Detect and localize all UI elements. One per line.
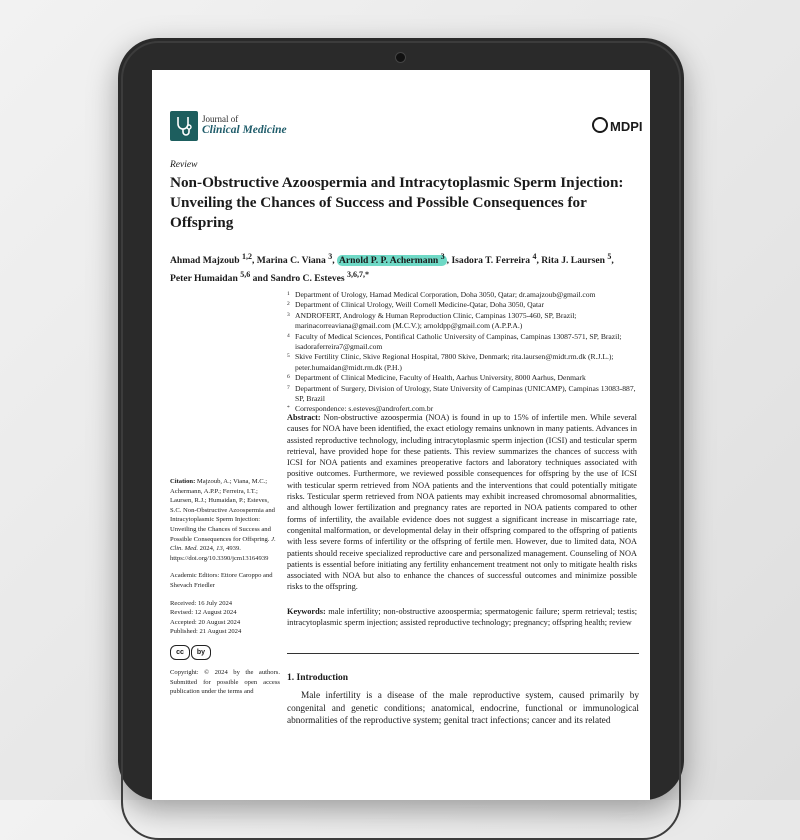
keywords-label: Keywords: [287,607,326,616]
keywords-text: male infertility; non-obstructive azoospermia; spermatogenic failure; sperm retrieval; testis; intracytoplasmic sperm injection; assisted reproductive technology; pregnancy; offspring health; review [287,607,637,628]
author-list: Ahmad Majzoub $^{1,2}$, Marina C. Viana $^3$, Arnold P. P. Achermann $^3$ , Isadora T. Ferreira $^4$, Rita J. Laursen $^5$, Peter Humaidan $^{5,6}$ and Sandro C. Esteves $^{3,6,7,*}$ [170,252,614,285]
affiliation-number: 3 [287,311,290,318]
affiliation-item [287,300,637,310]
author-name[interactable]: , Rita J. Laursen [536,255,608,267]
received-date: Received: 16 July 2024 [170,599,233,607]
abstract-label: Abstract: [287,413,321,422]
citation-volume: 13 [216,545,223,553]
affiliation-text: Department of Surgery, Division of Urology, State University of Campinas (UNICAMP), Campinas 13083-887, SP, Brazil [295,383,636,404]
introduction-heading: 1. Introduction [287,673,349,683]
sidebar [170,477,280,705]
abstract-text: Non-obstructive azoospermia (NOA) is found in up to 15% of infertile men. While several causes for NOA have been identified, the exact etiology remains unknown in many patients. Advances in assisted reproductive technology, including intracytoplasmic sperm injection (ICSI) and testicular sperm retrieval, have provided hope for these patients. This review summarizes the chances of success with ICSI for NOA patients and examines preoperative factors and laboratory techniques associated with positive outcomes. Furthermore, we reviewed possible consequences for offspring by the use of ICSI with testicular sperm retrieved from NOA patients and the interventions that could potentially mitigate risks. Testicular sperm retrieved from NOA patients may exhibit increased chromosomal abnormalities, and although lower fertilization and pregnancy rates are reported in NOA patients compared to other forms of infertility, the available evidence does not suggest a significant increase in miscarriage rate, congenital malformation, or developmental delay in their offspring compared to the offspring of patients with less severe forms of infertility or the offspring of fertile men. However, due to limited data, NOA patients should receive specialized reproductive care and personalized management. Counseling of NOA patients is essential before initiating any fertility enhancement treatment not only to mitigate health risks associated with NOA but also to enhance the chances of successful outcomes and minimize possible risks to the offspring. [287,413,637,592]
publisher-name: MDPI [610,119,643,134]
accepted-date: Accepted: 20 August 2024 [170,618,241,626]
document-page[interactable] [152,70,650,800]
license-badge[interactable] [170,645,280,660]
author-name[interactable]: Ahmad Majzoub [170,255,242,267]
affiliation-number: 4 [287,332,290,339]
publisher-logo[interactable] [592,117,643,134]
camera-icon [395,52,406,63]
affiliation-number: 1 [287,291,290,297]
affiliation-number: 2 [287,301,290,308]
affiliation-text: Faculty of Medical Sciences, Pontifical Catholic University of Campinas, Campinas 13087-571, SP, Brazil; isadoraferreira7@gmail.com [295,331,622,352]
journal-logo[interactable] [170,111,288,141]
revised-date: Revised: 12 August 2024 [170,609,237,617]
cc-icon: cc [170,645,190,660]
section-divider [287,653,639,654]
mdpi-icon [592,117,608,133]
affiliation-text: Department of Urology, Hamad Medical Corporation, Doha 3050, Qatar; dr.amajzoub@gmail.com [295,290,596,299]
highlighted-author [337,252,447,267]
author-name[interactable]: Peter Humaidan [170,273,241,285]
abstract [287,412,637,593]
citation-journal: J. Clin. Med. [170,535,276,553]
article-title: Non-Obstructive Azoospermia and Intracytoplasmic Sperm Injection: Unveiling the Chances of Success and Possible Consequences for Offspring [170,174,624,231]
author-name[interactable]: , Isadora T. Ferreira [446,255,533,267]
citation-label: Citation: [170,478,196,485]
author-name[interactable]: and Sandro C. Esteves [250,273,348,285]
affiliation-item [287,332,637,353]
affiliation-number: 7 [287,384,290,391]
affiliation-text: ANDROFERT, Andrology & Human Reproduction Clinic, Campinas 13075-460, SP, Brazil; marinacorreaviana@gmail.com (M.C.V.); arnoldpp@gmail.com (A.P.P.A.) [295,310,577,331]
author-affil-sup: 3 [440,252,445,261]
affiliation-item [287,352,637,373]
affiliation-item [287,384,637,405]
keywords [287,606,637,629]
stethoscope-icon [170,111,198,141]
affiliation-number: * [287,405,290,412]
affiliation-item [287,373,637,383]
author-name[interactable]: , Marina C. Viana [251,255,329,267]
published-date: Published: 21 August 2024 [170,628,242,636]
article-type: Review [170,160,198,170]
affiliations-list [287,290,637,415]
affiliation-item [287,311,637,332]
copyright-text: Copyright: © 2024 by the authors. Submitted for possible open access publication under the terms and [170,668,280,696]
affiliation-number: 5 [287,353,290,360]
author-affil-sup: 3,6,7,* [347,270,370,280]
academic-editors: Academic Editors: Ettore Caroppo and Shevach Friedler [170,572,273,589]
affiliation-text: Department of Clinical Urology, Weill Cornell Medicine-Qatar, Doha 3050, Qatar [295,300,544,310]
citation-doi[interactable]: , 4939. https://doi.org/10.3390/jcm13164939 [170,545,269,562]
author-affil-sup: 3 [328,252,333,261]
citation-year: 2024, [198,545,217,553]
author-affil-sup: 5 [607,252,612,261]
author-name[interactable]: Arnold P. P. Achermann [339,255,441,267]
affiliation-text: Department of Clinical Medicine, Faculty of Health, Aarhus University, 8000 Aarhus, Denmark [295,373,586,383]
author-affil-sup: 5,6 [240,270,251,280]
journal-name-line2: Clinical Medicine [202,124,287,136]
dates [170,599,280,637]
introduction-text: Male infertility is a disease of the male reproductive system, caused primarily by congenital and genetic conditions; anatomical, endocrine, functional or immunological abnormalities of the reproductive system; genital tract infections; cancer and its related [287,691,639,726]
journal-name-line1: Journal of [202,114,239,124]
author-affil-sup: 1,2 [241,252,252,261]
affiliation-number: 6 [287,374,290,381]
citation [170,477,280,563]
by-icon: by [191,645,211,660]
affiliation-text: Correspondence: s.esteves@androfert.com.br [295,404,434,414]
citation-text: Majzoub, A.; Viana, M.C.; Achermann, A.P.P.; Ferreira, I.T.; Laursen, R.J.; Humaidan, P.; Esteves, S.C. Non-Obstructive Azoospermia and Intracytoplasmic Sperm Injection: Unveiling the Chances of Success and Possible Consequences for Offspring. [170,478,275,543]
affiliation-text: Skive Fertility Clinic, Skive Regional Hospital, 7800 Skive, Denmark; rita.laursen@midt.rm.dk (R.J.L.); peter.humaidan@midt.rm.dk (P.H.) [295,352,614,372]
affiliation-item [287,290,637,300]
author-affil-sup: 4 [532,252,537,261]
